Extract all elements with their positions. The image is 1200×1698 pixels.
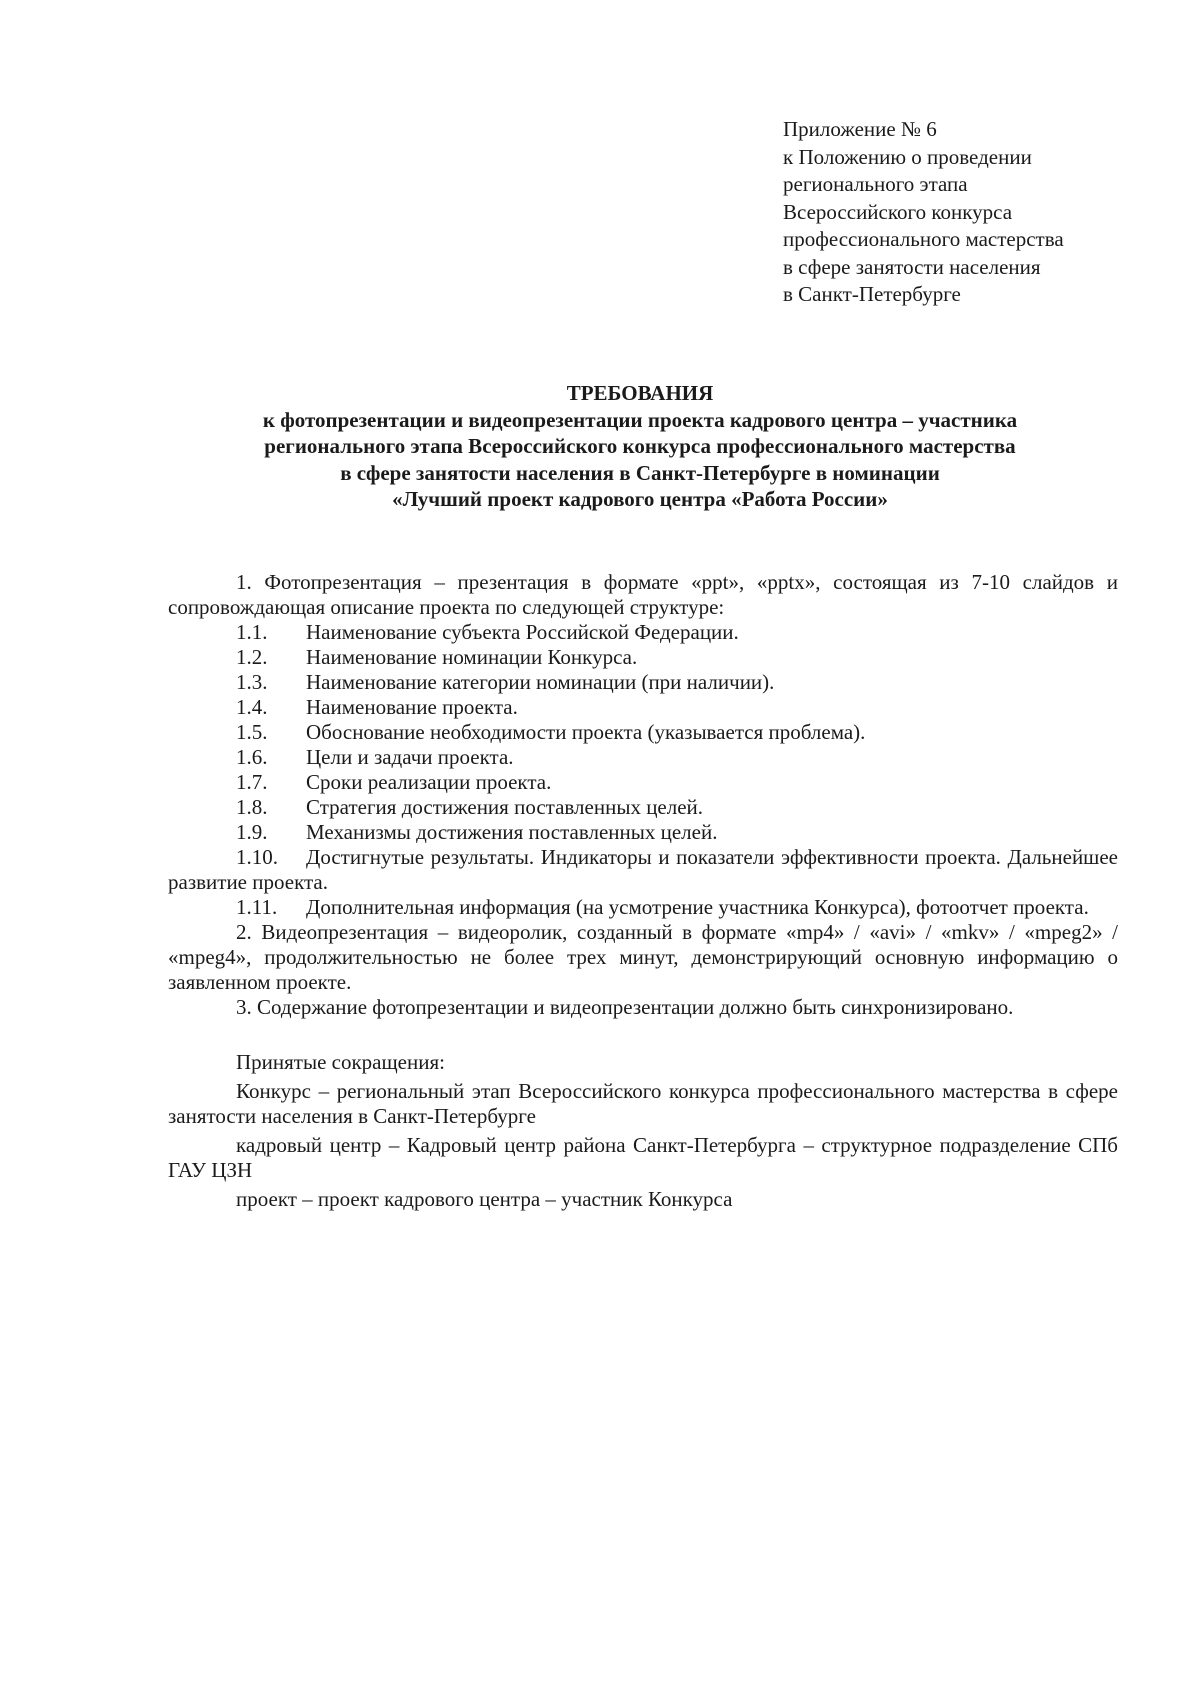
list-item (168, 745, 1118, 770)
list-item-number: 1.3. (236, 670, 268, 694)
abbreviations-title: Принятые сокращения: (236, 1050, 445, 1074)
list-item-number: 1.2. (236, 645, 268, 669)
list-item-number: 1.7. (236, 770, 268, 794)
list-item-text: Обоснование необходимости проекта (указывается проблема). (306, 720, 866, 744)
title-line: «Лучший проект кадрового центра «Работа России» (392, 487, 888, 511)
document-body (168, 570, 1118, 1212)
list-item-text: Наименование проекта. (306, 695, 518, 719)
appendix-line: Приложение № 6 (783, 117, 937, 141)
list-item (168, 770, 1118, 795)
list-item-number: 1.9. (236, 820, 268, 844)
list-item-number: 1.11. (236, 895, 278, 919)
paragraph-3: 3. Содержание фотопрезентации и видеопрезентации должно быть синхронизировано. (236, 995, 1014, 1019)
abbreviation-item: проект – проект кадрового центра – участник Конкурса (236, 1187, 733, 1211)
paragraph-2: 2. Видеопрезентация – видеоролик, созданный в формате «mp4» / «avi» / «mkv» / «mpeg2» / «mpeg4», продолжительностью не более трех минут, демонстрирующий основную информацию о заявленном проекте. (168, 920, 1118, 994)
title-line: к фотопрезентации и видеопрезентации проекта кадрового центра – участника (262, 407, 1018, 432)
appendix-line: профессионального мастерства (783, 227, 1064, 251)
title-line: в сфере занятости населения в Санкт-Петербурге в номинации (340, 460, 940, 485)
appendix-line: регионального этапа (783, 172, 968, 196)
title-line: регионального этапа Всероссийского конкурса профессионального мастерства (264, 434, 1016, 458)
document-title (160, 380, 1120, 513)
appendix-line: Всероссийского конкурса (783, 199, 1013, 224)
title-heading: ТРЕБОВАНИЯ (566, 381, 714, 405)
list-item (168, 645, 1118, 670)
abbreviation-item: кадровый центр – Кадровый центр района Санкт-Петербурга – структурное подразделение СПб ГАУ ЦЗН (168, 1133, 1118, 1182)
list-item (168, 670, 1118, 695)
list-item-text: Наименование субъекта Российской Федерации. (306, 620, 739, 644)
appendix-reference (783, 116, 1163, 309)
list-item-number: 1.8. (236, 795, 268, 819)
list-item (168, 720, 1118, 745)
list-item-text: Дополнительная информация (на усмотрение участника Конкурса), фотоотчет проекта. (306, 895, 1089, 919)
appendix-line: в сфере занятости населения (783, 254, 1041, 279)
list-item-text: Наименование категории номинации (при наличии). (306, 670, 775, 694)
list-item-1-11 (168, 895, 1118, 920)
paragraph-1: 1. Фотопрезентация – презентация в формате «ppt», «pptx», состоящая из 7-10 слайдов и сопровождающая описание проекта по следующей структуре: (168, 570, 1118, 619)
list-item-text: Наименование номинации Конкурса. (306, 645, 638, 669)
list-item (168, 620, 1118, 645)
abbreviation-item: Конкурс – региональный этап Всероссийского конкурса профессионального мастерства в сфере занятости населения в Санкт-Петербурге (168, 1079, 1118, 1128)
list-item (168, 795, 1118, 820)
list-item-number: 1.1. (236, 620, 268, 644)
list-item-text: Стратегия достижения поставленных целей. (306, 795, 704, 819)
section-spacer (168, 1020, 1118, 1050)
list-item-number: 1.6. (236, 745, 268, 769)
list-item (168, 695, 1118, 720)
list-item-text: Механизмы достижения поставленных целей. (306, 820, 718, 844)
list-item-1-10 (168, 845, 1118, 895)
list-item-number: 1.4. (236, 695, 268, 719)
appendix-line: к Положению о проведении (783, 144, 1032, 169)
list-item-text: Достигнутые результаты. Индикаторы и показатели эффективности проекта. Дальнейшее развитие проекта. (168, 845, 1118, 894)
list-item-text: Сроки реализации проекта. (306, 770, 552, 794)
list-item-number: 1.5. (236, 720, 268, 744)
list-item-number: 1.10. (236, 845, 278, 869)
list-item (168, 820, 1118, 845)
appendix-line: в Санкт-Петербурге (783, 282, 961, 306)
list-item-text: Цели и задачи проекта. (306, 745, 514, 769)
